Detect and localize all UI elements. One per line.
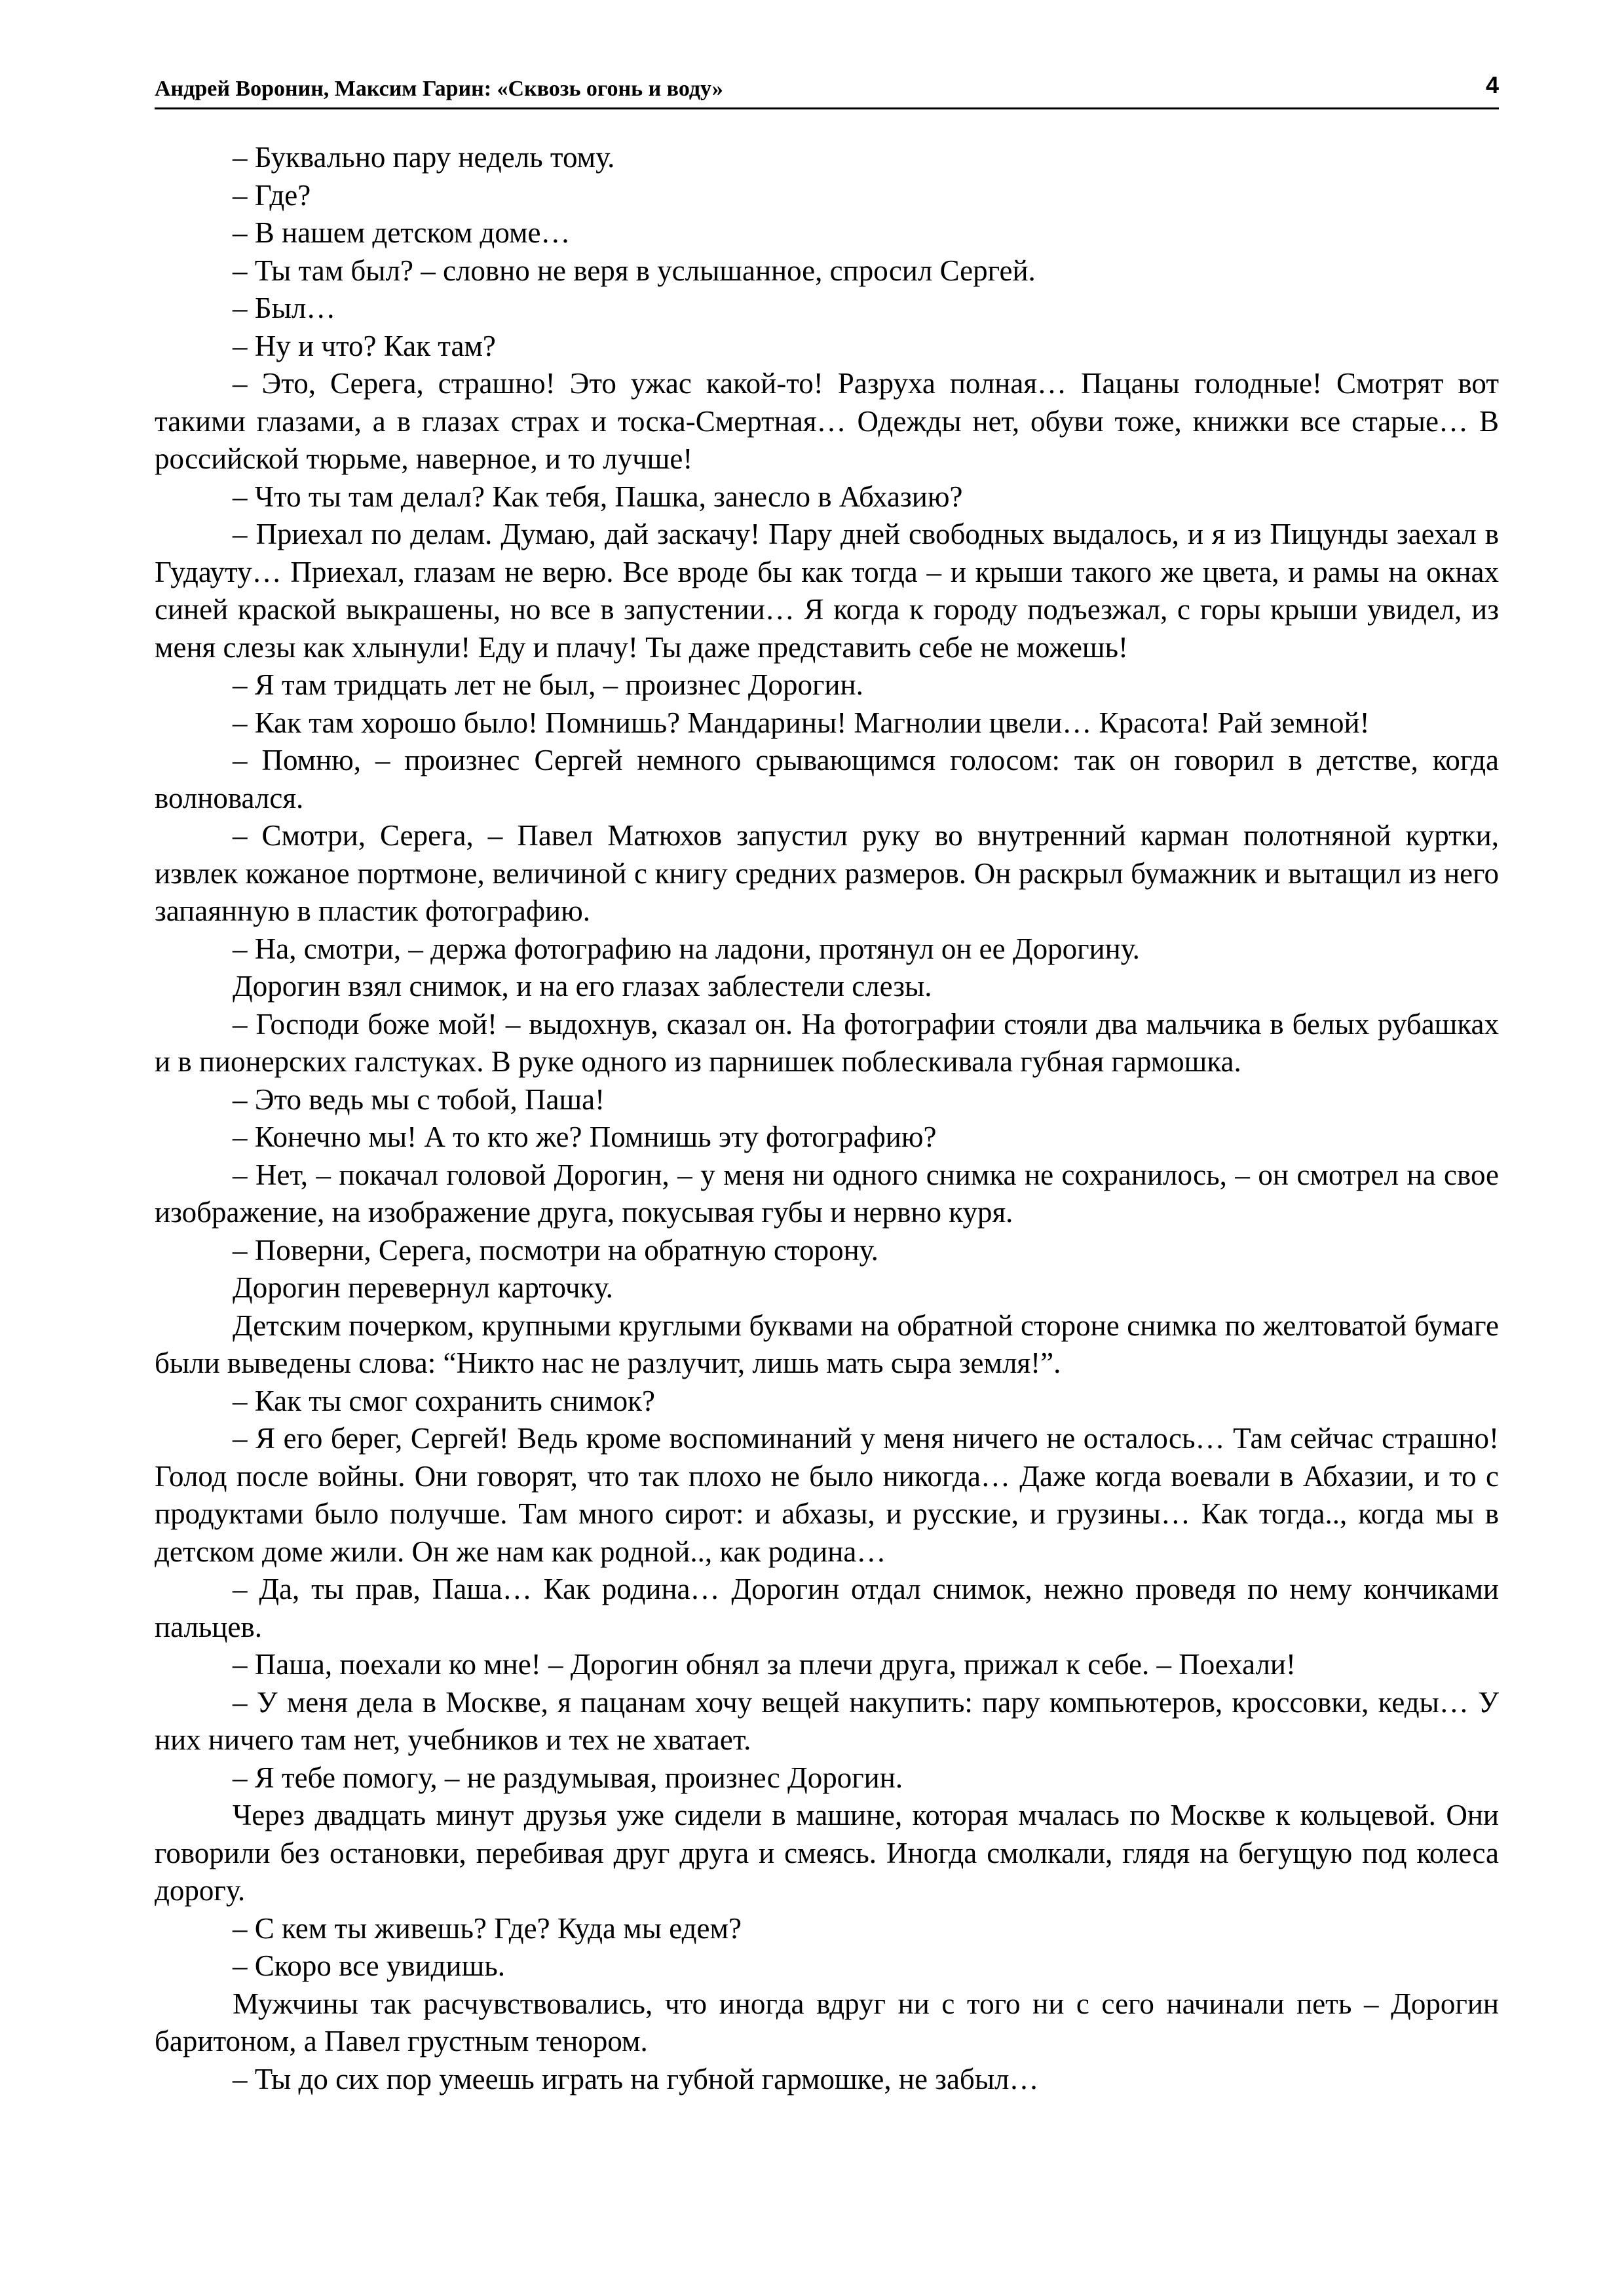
paragraph: – На, смотри, – держа фотографию на ладони, протянул он ее Дорогину. bbox=[233, 932, 1140, 965]
paragraph: – Где? bbox=[233, 178, 311, 212]
paragraph: – Паша, поехали ко мне! – Дорогин обнял за плечи друга, прижал к себе. – Поехали! bbox=[233, 1648, 1296, 1681]
paragraph: – Как ты смог сохранить снимок? bbox=[233, 1384, 655, 1417]
paragraph: – Ты до сих пор умеешь играть на губной гармошке, не забыл… bbox=[233, 2062, 1039, 2095]
paragraph: – Это ведь мы с тобой, Паша! bbox=[233, 1082, 605, 1116]
paragraph: – У меня дела в Москве, я пацанам хочу вещей накупить: пару компьютеров, кроссовки, кеды… У них ничего там нет, учебников и тех не хватает. bbox=[155, 1685, 1499, 1756]
paragraph: Через двадцать минут друзья уже сидели в машине, которая мчалась по Москве к кольцевой. Они говорили без остановки, перебивая друг друга и смеясь. Иногда смолкали, глядя на бегущую под колеса дорогу. bbox=[155, 1799, 1499, 1907]
body-text bbox=[155, 139, 1499, 2098]
paragraph: – Ты там был? – словно не веря в услышанное, спросил Сергей. bbox=[233, 254, 1036, 287]
paragraph: – Скоро все увидишь. bbox=[233, 1949, 506, 1982]
paragraph: – С кем ты живешь? Где? Куда мы едем? bbox=[233, 1911, 742, 1945]
paragraph: – Да, ты прав, Паша… Как родина… Дорогин отдал снимок, нежно проведя по нему кончиками пальцев. bbox=[155, 1573, 1499, 1643]
paragraph: Мужчины так расчувствовались, что иногда вдруг ни с того ни с сего начинали петь – Дорогин баритоном, а Павел грустным тенором. bbox=[155, 1987, 1499, 2057]
page-number: 4 bbox=[1485, 71, 1499, 98]
paragraph: – Приехал по делам. Думаю, дай заскачу! Пару дней свободных выдалось, и я из Пицунды заехал в Гудауту… Приехал, глазам не верю. Все вроде бы как тогда – и крыши такого же цвета, и рамы на окнах синей краской выкрашены, но все в запустении… Я когда к городу подъезжал, с горы крыши увидел, из меня слезы как хлынули! Еду и плачу! Ты даже представить себе не можешь! bbox=[155, 518, 1499, 664]
paragraph: – Был… bbox=[233, 292, 336, 324]
paragraph: – Господи боже мой! – выдохнув, сказал он. На фотографии стояли два мальчика в белых рубашках и в пионерских галстуках. В руке одного из парнишек поблескивала губная гармошка. bbox=[155, 1007, 1499, 1078]
paragraph: Дорогин перевернул карточку. bbox=[233, 1271, 613, 1304]
paragraph: – Я там тридцать лет не был, – произнес Дорогин. bbox=[233, 668, 863, 701]
paragraph: Дорогин взял снимок, и на его глазах заблестели слезы. bbox=[233, 970, 932, 1003]
paragraph: – Это, Серега, страшно! Это ужас какой-то! Разруха полная… Пацаны голодные! Смотрят вот такими глазами, а в глазах страх и тоска-Смертная… Одежды нет, обуви тоже, книжки все старые… В российской тюрьме, наверное, и то лучше! bbox=[155, 367, 1499, 475]
paragraph: – В нашем детском доме… bbox=[233, 216, 571, 249]
paragraph: – Ну и что? Как там? bbox=[233, 329, 496, 362]
paragraph: – Я его берег, Сергей! Ведь кроме воспоминаний у меня ничего не осталось… Там сейчас страшно! Голод после войны. Они говорят, что так плохо не было никогда… Даже когда воевали в Абхазии, и то с продуктами было получше. Там много сирот: и абхазы, и русские, и грузины… Как тогда.., когда мы в детском доме жили. Он же нам как родной.., как родина… bbox=[155, 1422, 1499, 1568]
paragraph: – Смотри, Серега, – Павел Матюхов запустил руку во внутренний карман полотняной куртки, извлек кожаное портмоне, величиной с книгу средних размеров. Он раскрыл бумажник и вытащил из него запаянную в пластик фотографию. bbox=[155, 819, 1499, 927]
paragraph: – Я тебе помогу, – не раздумывая, произнес Дорогин. bbox=[233, 1761, 903, 1794]
paragraph: Детским почерком, крупными круглыми буквами на обратной стороне снимка по желтоватой бумаге были выведены слова: “Никто нас не разлучит, лишь мать сыра земля!”. bbox=[155, 1309, 1499, 1379]
paragraph: – Что ты там делал? Как тебя, Пашка, занесло в Абхазию? bbox=[233, 480, 963, 513]
book-title: Андрей Воронин, Максим Гарин: «Сквозь огонь и воду» bbox=[155, 77, 723, 101]
paragraph: – Как там хорошо было! Помнишь? Мандарины! Магнолии цвели… Красота! Рай земной! bbox=[233, 706, 1370, 739]
paragraph: – Помню, – произнес Сергей немного срывающимся голосом: так он говорил в детстве, когда волновался. bbox=[155, 744, 1499, 814]
paragraph: – Конечно мы! А то кто же? Помнишь эту фотографию? bbox=[233, 1120, 937, 1153]
paragraph: – Поверни, Серега, посмотри на обратную сторону. bbox=[233, 1233, 878, 1267]
paragraph: – Нет, – покачал головой Дорогин, – у меня ни одного снимка не сохранилось, – он смотрел на свое изображение, на изображение друга, покусывая губы и нервно куря. bbox=[155, 1158, 1499, 1229]
paragraph: – Буквально пару недель тому. bbox=[233, 141, 615, 174]
page-header bbox=[155, 67, 1499, 109]
